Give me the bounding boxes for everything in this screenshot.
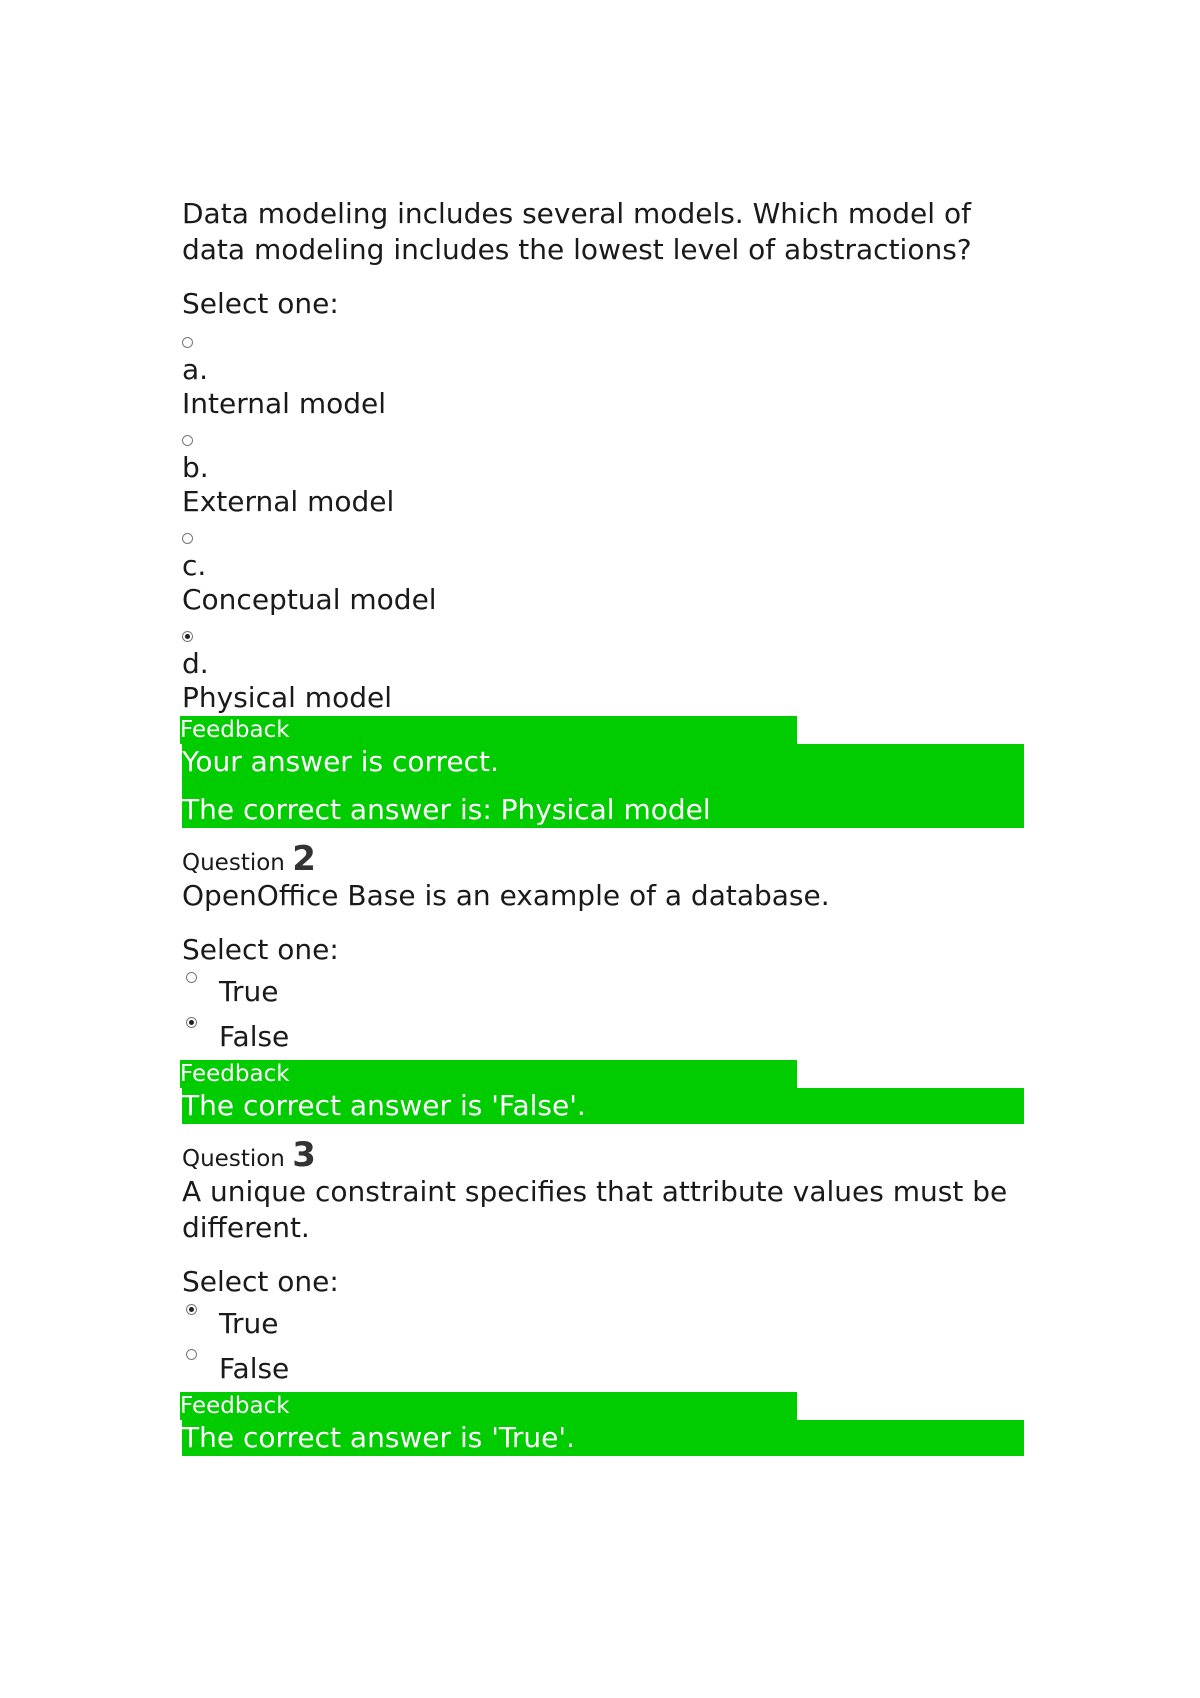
option-true-label: True — [219, 1307, 279, 1340]
question-label: Question — [182, 1146, 285, 1172]
option-a[interactable] — [182, 324, 1022, 422]
option-d[interactable] — [182, 618, 1022, 716]
select-one-prompt: Select one: — [182, 287, 339, 320]
feedback-title: Feedback — [180, 1392, 797, 1420]
question-2-feedback — [182, 1060, 1022, 1124]
option-a-radio[interactable] — [182, 337, 193, 348]
option-false[interactable] — [182, 1015, 1022, 1060]
feedback-line: The correct answer is: Physical model — [182, 793, 711, 826]
option-false-radio[interactable] — [186, 1017, 197, 1028]
option-a-letter: a. — [182, 353, 209, 386]
option-c[interactable] — [182, 520, 1022, 618]
option-true-label: True — [219, 975, 279, 1008]
option-false[interactable] — [182, 1347, 1022, 1392]
option-c-label: Conceptual model — [182, 583, 437, 616]
feedback-line: The correct answer is 'False'. — [182, 1089, 586, 1122]
feedback-body — [182, 1420, 1024, 1456]
feedback-title: Feedback — [180, 716, 797, 744]
option-b[interactable] — [182, 422, 1022, 520]
option-c-letter: c. — [182, 549, 207, 582]
question-2-heading — [182, 839, 1022, 879]
option-b-radio[interactable] — [182, 435, 193, 446]
option-d-label: Physical model — [182, 681, 392, 714]
option-true-radio[interactable] — [186, 1304, 197, 1315]
select-one-prompt: Select one: — [182, 933, 339, 966]
question-3-text: A unique constraint specifies that attribute values must be different. — [182, 1175, 1008, 1244]
question-3-feedback — [182, 1392, 1022, 1456]
option-true-radio[interactable] — [186, 972, 197, 983]
option-b-letter: b. — [182, 451, 209, 484]
question-1-feedback — [182, 716, 1022, 828]
question-1-options — [182, 324, 1022, 716]
feedback-body — [182, 1088, 1024, 1124]
option-false-label: False — [219, 1020, 290, 1053]
option-false-label: False — [219, 1352, 290, 1385]
feedback-line: The correct answer is 'True'. — [182, 1421, 575, 1454]
option-d-radio[interactable] — [182, 631, 193, 642]
option-c-radio[interactable] — [182, 533, 193, 544]
option-false-radio[interactable] — [186, 1349, 197, 1360]
question-3 — [180, 1135, 1022, 1456]
question-number: 2 — [292, 839, 316, 879]
option-a-label: Internal model — [182, 387, 386, 420]
question-3-heading — [182, 1135, 1022, 1175]
question-1 — [182, 196, 1022, 828]
feedback-line: Your answer is correct. — [182, 745, 499, 778]
question-2 — [180, 839, 1022, 1124]
question-number: 3 — [292, 1135, 316, 1175]
option-d-letter: d. — [182, 647, 209, 680]
question-1-text: Data modeling includes several models. Which model of data modeling includes the lowest level of abstractions? — [182, 197, 972, 266]
option-true[interactable] — [182, 1302, 1022, 1347]
question-2-text: OpenOffice Base is an example of a database. — [182, 879, 830, 912]
select-one-prompt: Select one: — [182, 1265, 339, 1298]
feedback-title: Feedback — [180, 1060, 797, 1088]
option-b-label: External model — [182, 485, 395, 518]
option-true[interactable] — [182, 970, 1022, 1015]
quiz-review-page — [182, 196, 1022, 1456]
question-label: Question — [182, 850, 285, 876]
feedback-body — [182, 744, 1024, 828]
